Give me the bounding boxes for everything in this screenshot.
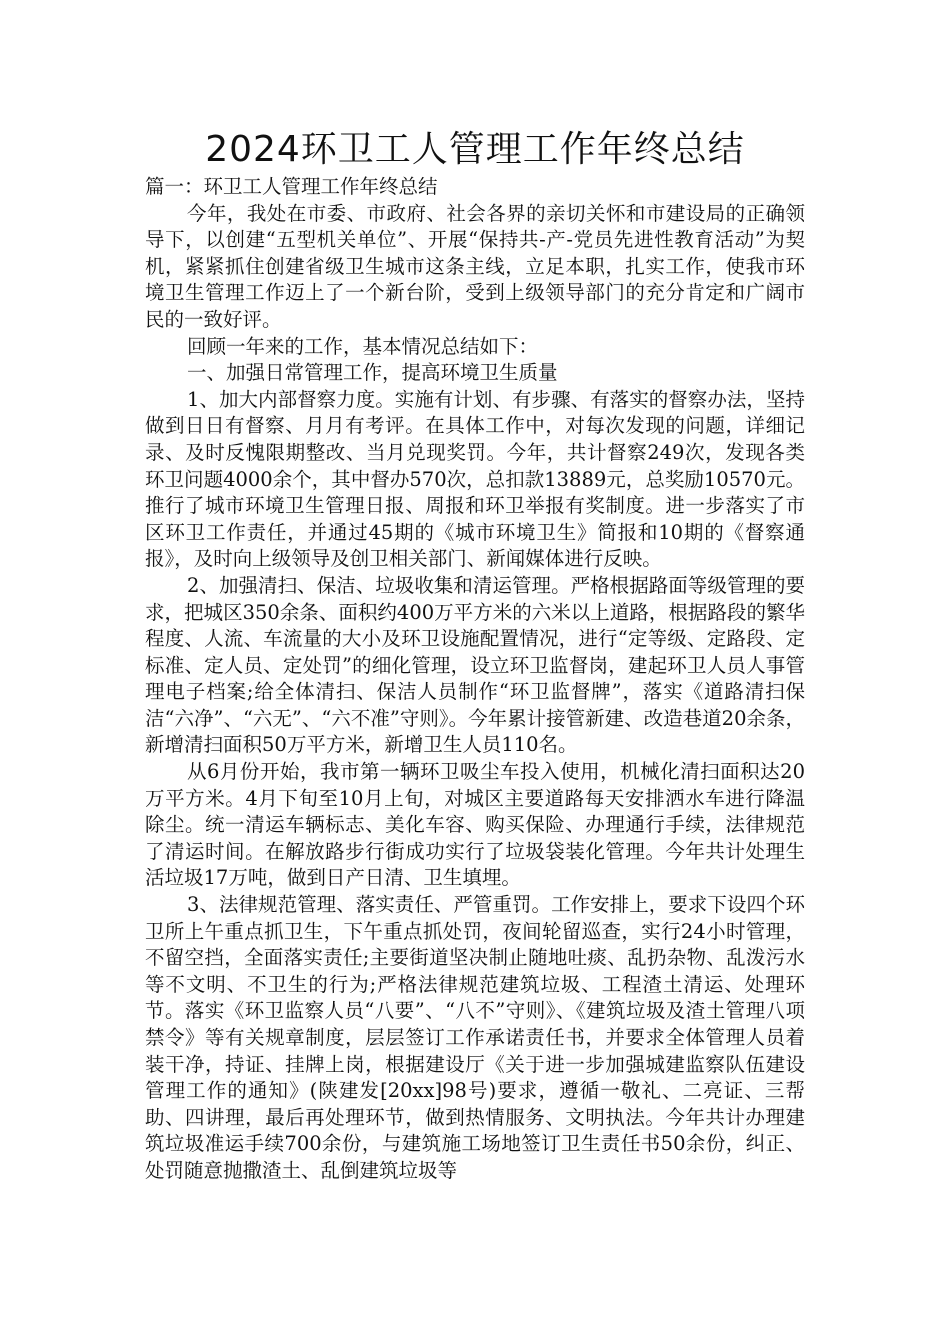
paragraph-item-3: 3、法律规范管理、落实责任、严管重罚。工作安排上，要求下设四个环卫所上午重点抓卫生，下午重点抓处罚，夜间轮留巡查，实行24小时管理，不留空挡，全面落实责任;主要街道坚决制止随地吐痰、乱扔杂物、乱泼污水等不文明、不卫生的行为;严格法律规范建筑垃圾、工程渣土清运、处理环节。落实《环卫监察人员“八要”、“八不”守则》、《建筑垃圾及渣土管理八项禁令》等有关规章制度，层层签订工作承诺责任书，并要求全体管理人员着装干净，持证、挂牌上岗，根据建设厅《关于进一步加强城建监察队伍建设管理工作的通知》(陕建发[20xx]98号)要求，遵循一敬礼、二亮证、三帮助、四讲理，最后再处理环节，做到热情服务、文明执法。今年共计办理建筑垃圾准运手续700余份，与建筑施工场地签订卫生责任书50余份，纠正、处罚随意抛撒渣土、乱倒建筑垃圾等 — [145, 893, 805, 1182]
paragraph-mechanization: 从6月份开始，我市第一辆环卫吸尘车投入使用，机械化清扫面积达20万平方米。4月下旬至10月上旬，对城区主要道路每天安排洒水车进行降温除尘。统一清运车辆标志、美化车容、购买保险、办理通行手续，法律规范了清运时间。在解放路步行街成功实行了垃圾袋装化管理。今年共计处理生活垃圾17万吨，做到日产日清、卫生填埋。 — [145, 760, 805, 890]
document-subtitle: 篇一：环卫工人管理工作年终总结 — [145, 175, 438, 198]
document-title: 2024环卫工人管理工作年终总结 — [205, 129, 745, 170]
section-heading-1: 一、加强日常管理工作，提高环境卫生质量 — [187, 361, 558, 385]
paragraph-intro: 今年，我处在市委、市政府、社会各界的亲切关怀和市建设局的正确领导下，以创建“五型机关单位”、开展“保持共-产-党员先进性教育活动”为契机，紧紧抓住创建省级卫生城市这条主线，立足本职，扎实工作，使我市环境卫生管理工作迈上了一个新台阶，受到上级领导部门的充分肯定和广阔市民的一致好评。 — [145, 201, 805, 331]
document-body — [145, 174, 805, 1185]
paragraph-item-1: 1、加大内部督察力度。实施有计划、有步骤、有落实的督察办法，坚持做到日日有督察、月月有考评。在具体工作中，对每次发现的问题，详细记录、及时反愧限期整改、当月兑现奖罚。今年，共计督察249次，发现各类环卫问题4000余个，其中督办570次，总扣款13889元，总奖励10570元。推行了城市环境卫生管理日报、周报和环卫举报有奖制度。进一步落实了市区环卫工作责任，并通过45期的《城市环境卫生》简报和10期的《督察通报》，及时向上级领导及创卫相关部门、新闻媒体进行反映。 — [145, 387, 805, 571]
paragraph-item-2: 2、加强清扫、保洁、垃圾收集和清运管理。严格根据路面等级管理的要求，把城区350余条、面积约400万平方米的六米以上道路，根据路段的繁华程度、人流、车流量的大小及环卫设施配置情况，进行“定等级、定路段、定标准、定人员、定处罚”的细化管理，设立环卫监督岗，建起环卫人员人事管理电子档案;给全体清扫、保洁人员制作“环卫监督牌”，落实《道路清扫保洁“六净”、“六无”、“六不准”守则》。今年累计接管新建、改造巷道20余条，新增清扫面积50万平方米，新增卫生人员110名。 — [145, 573, 805, 757]
paragraph-review: 回顾一年来的工作，基本情况总结如下： — [187, 334, 539, 358]
